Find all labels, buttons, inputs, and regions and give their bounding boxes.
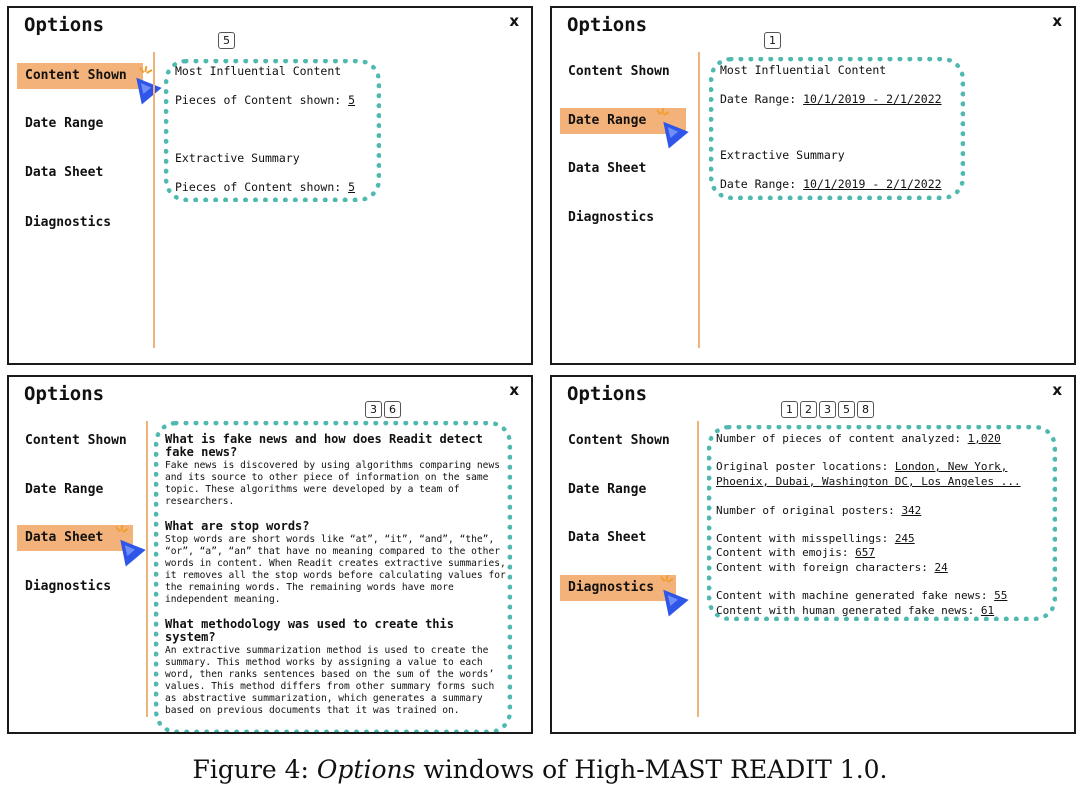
options-window-content-shown [7, 6, 533, 365]
annotation-badges [365, 401, 401, 418]
setting-row [720, 92, 942, 106]
badge: 1 [781, 401, 798, 418]
setting-value[interactable]: 10/1/2019 - 2/1/2022 [803, 177, 942, 191]
nav-data-sheet[interactable]: Data Sheet [568, 161, 647, 176]
setting-value[interactable]: 5 [348, 180, 356, 194]
setting-row [175, 93, 355, 107]
stat-label: Content with misspellings: [716, 532, 895, 545]
stat-value[interactable]: 61 [980, 604, 995, 617]
caption-suffix: windows of High-MAST READIT 1.0. [415, 755, 888, 784]
stat-label: Content with emojis: [716, 546, 856, 559]
figure-caption [0, 755, 1080, 784]
stat-label: Number of pieces of content analyzed: [716, 432, 968, 445]
stat-value[interactable]: 24 [934, 561, 948, 574]
faq-answer: Fake news is discovered by using algorithms comparing news and its source to other piece of information on the same topic. These algorithms were developed by a team of researchers. [165, 460, 501, 507]
click-spark-icon [139, 66, 151, 78]
click-spark-icon [660, 575, 672, 587]
setting-value[interactable]: 5 [348, 93, 356, 107]
click-spark-icon [115, 525, 127, 537]
stat-label: Content with foreign characters: [716, 561, 935, 574]
nav-data-sheet[interactable]: Data Sheet [17, 525, 133, 551]
stat-row [716, 504, 921, 517]
badge: 2 [800, 401, 817, 418]
sidebar-divider [698, 52, 700, 348]
badge: 3 [819, 401, 836, 418]
stat-row [716, 460, 1007, 473]
stat-value[interactable]: Phoenix, Dubai, Washington DC, Los Angeles ... [716, 475, 1021, 488]
stat-row [716, 561, 948, 574]
nav-content-shown[interactable]: Content Shown [17, 63, 143, 89]
stat-label: Number of original posters: [716, 504, 902, 517]
window-title: Options [567, 14, 648, 36]
stat-row [716, 532, 915, 545]
faq-question: What are stop words? [165, 519, 310, 533]
sidebar-divider [153, 52, 155, 348]
setting-value[interactable]: 10/1/2019 - 2/1/2022 [803, 92, 942, 106]
annotation-badges [781, 401, 874, 418]
window-title: Options [567, 383, 648, 405]
stat-row [716, 546, 875, 559]
nav-content-shown[interactable]: Content Shown [25, 433, 127, 448]
options-window-diagnostics [550, 375, 1076, 734]
section-title: Extractive Summary [720, 148, 845, 162]
stat-value[interactable]: 245 [894, 532, 915, 545]
click-spark-icon [656, 108, 668, 120]
sidebar-divider [697, 421, 699, 717]
stat-row [716, 432, 1001, 445]
faq-question: What is fake news and how does Readit detect fake news? [165, 432, 483, 459]
stat-value[interactable]: 55 [994, 589, 1008, 602]
nav-date-range[interactable]: Date Range [25, 482, 104, 497]
window-title: Options [24, 383, 105, 405]
faq-answer: Stop words are short words like “at”, “it”, “and”, “the”, “or”, “a”, “an” that have no meaning compared to the other words in content. When Readit creates extractive summaries, it removes all the stop words before calculating values for the remaining words. The remaining words have more independent meaning. [165, 534, 506, 605]
setting-label: Pieces of Content shown: [175, 93, 349, 107]
stat-value[interactable]: 342 [901, 504, 922, 517]
badge: 1 [764, 32, 781, 49]
content-area [165, 433, 507, 717]
setting-label: Date Range: [720, 177, 804, 191]
close-button[interactable]: x [1052, 381, 1062, 399]
close-button[interactable]: x [509, 12, 519, 30]
stat-label: Original poster locations: [716, 460, 895, 473]
caption-italic: Options [316, 755, 416, 784]
stat-value[interactable]: 1,020 [967, 432, 1001, 445]
annotation-badges [218, 32, 235, 49]
nav-data-sheet[interactable]: Data Sheet [568, 530, 647, 545]
section-title: Most Influential Content [720, 63, 887, 77]
annotation-badges [764, 32, 781, 49]
badge: 5 [838, 401, 855, 418]
stat-label: Content with human generated fake news: [716, 604, 981, 617]
nav-diagnostics[interactable]: Diagnostics [568, 210, 655, 225]
nav-data-sheet[interactable]: Data Sheet [25, 165, 104, 180]
badge: 5 [218, 32, 235, 49]
window-title: Options [24, 14, 105, 36]
faq-question: What methodology was used to create this system? [165, 617, 454, 644]
sidebar-divider [146, 421, 148, 717]
badge: 3 [365, 401, 382, 418]
stat-label: Content with machine generated fake news: [716, 589, 995, 602]
section-title: Extractive Summary [175, 151, 300, 165]
stat-value[interactable]: 657 [855, 546, 875, 559]
badge: 6 [384, 401, 401, 418]
options-window-date-range [550, 6, 1076, 365]
setting-row [720, 177, 942, 191]
nav-content-shown[interactable]: Content Shown [568, 64, 670, 79]
stat-row [716, 604, 994, 617]
nav-content-shown[interactable]: Content Shown [568, 433, 670, 448]
close-button[interactable]: x [1052, 12, 1062, 30]
badge: 8 [857, 401, 874, 418]
nav-diagnostics[interactable]: Diagnostics [25, 579, 112, 594]
stat-row [716, 589, 1007, 602]
nav-date-range[interactable]: Date Range [568, 482, 647, 497]
stat-row [716, 475, 1021, 488]
nav-date-range[interactable]: Date Range [25, 116, 104, 131]
faq-answer: An extractive summarization method is used to create the summary. This method works by assigning a value to each word, then ranks sentences based on the sum of the words’ values. This method differs from other summary forms such as abstractive summarization, which generates a summary based on previous documents that it was trained on. [165, 645, 495, 716]
nav-date-range[interactable]: Date Range [560, 108, 686, 134]
nav-diagnostics[interactable]: Diagnostics [560, 575, 676, 601]
setting-row [175, 180, 355, 194]
setting-label: Pieces of Content shown: [175, 180, 349, 194]
options-window-data-sheet [7, 375, 533, 734]
section-title: Most Influential Content [175, 64, 342, 78]
setting-label: Date Range: [720, 92, 804, 106]
nav-diagnostics[interactable]: Diagnostics [25, 215, 112, 230]
close-button[interactable]: x [509, 381, 519, 399]
stat-value[interactable]: London, New York, [894, 460, 1008, 473]
caption-prefix: Figure 4: [192, 755, 317, 784]
